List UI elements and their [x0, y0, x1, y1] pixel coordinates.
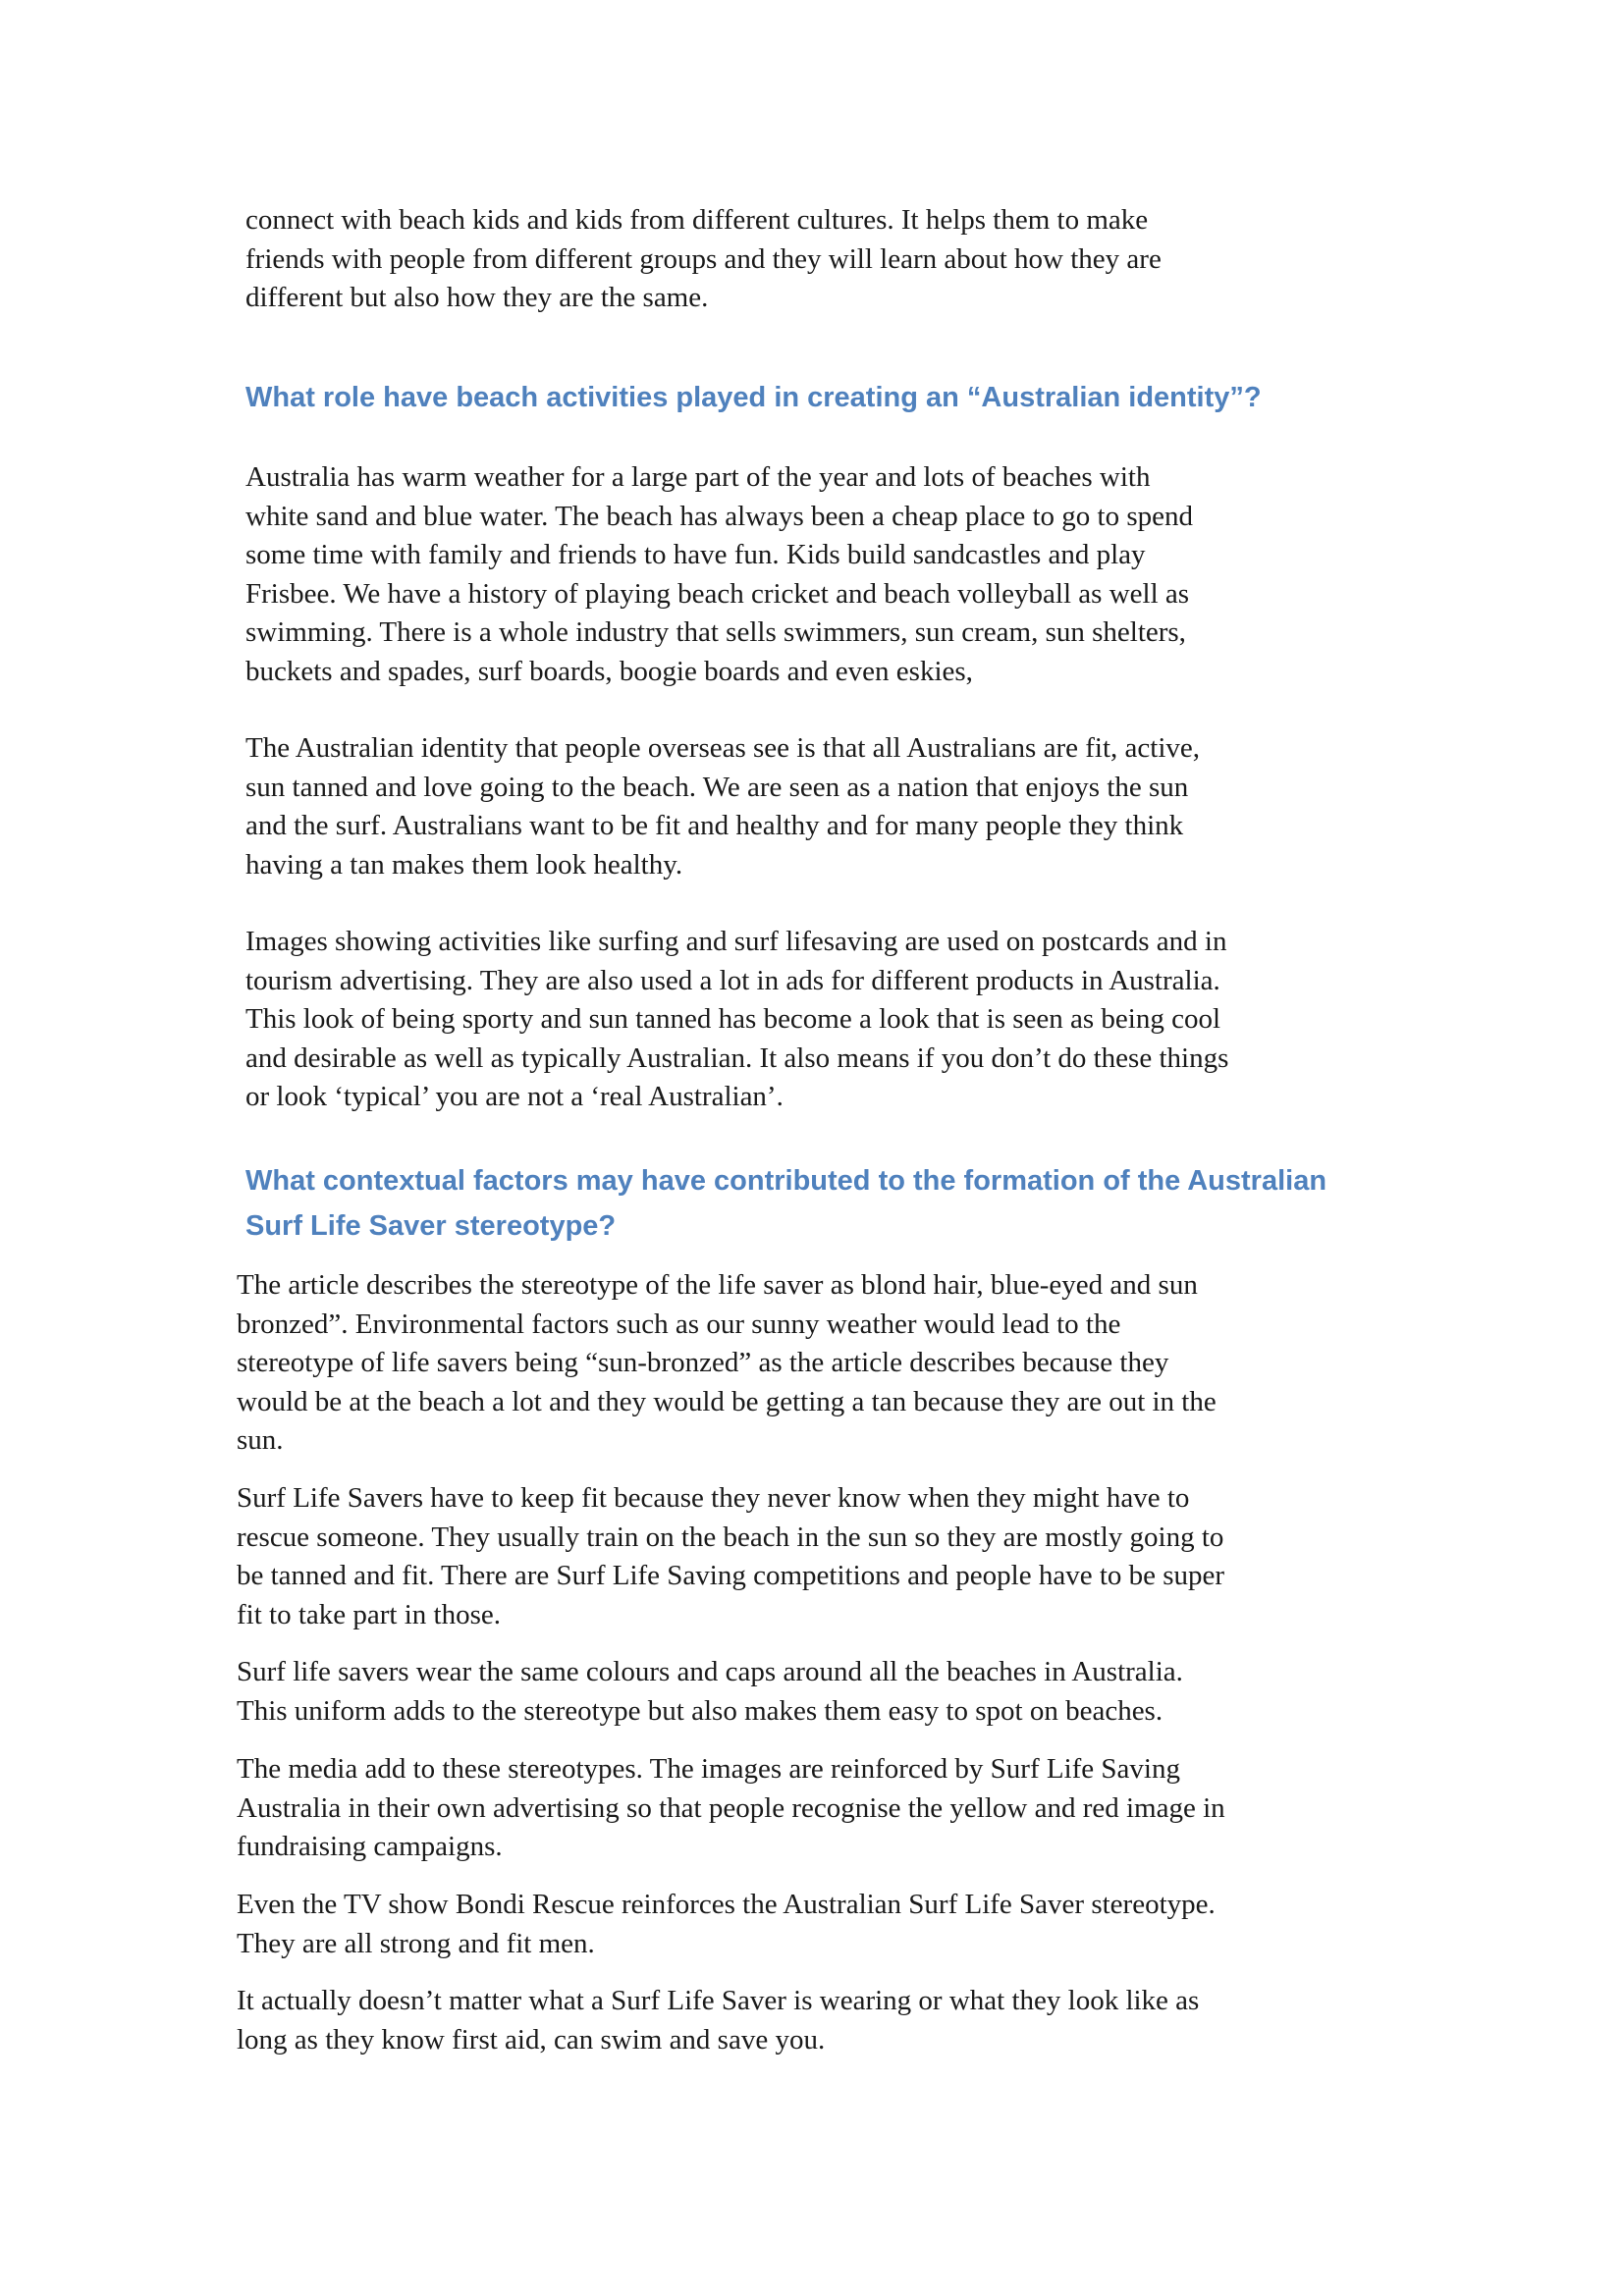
paragraph-keep-fit [237, 1479, 1224, 1634]
text-line: sun tanned and love going to the beach. We are seen as a nation that enjoys the sun [245, 771, 1189, 803]
paragraph-tv-show [237, 1886, 1216, 1963]
text-line: The Australian identity that people overseas see is that all Australians are fit, active, [245, 732, 1200, 764]
text-line: It actually doesn’t matter what a Surf Life Saver is wearing or what they look like as [237, 1985, 1200, 2016]
text-line: Images showing activities like surfing and surf lifesaving are used on postcards and in [245, 926, 1227, 957]
text-line: fit to take part in those. [237, 1598, 501, 1630]
text-line: The media add to these stereotypes. The images are reinforced by Surf Life Saving [237, 1753, 1180, 1785]
text-line: Australia in their own advertising so that people recognise the yellow and red image in [237, 1791, 1225, 1824]
paragraph-images-advertising [245, 923, 1228, 1117]
paragraph-intro-continuation [245, 201, 1162, 318]
text-line: This uniform adds to the stereotype but also makes them easy to spot on beaches. [237, 1694, 1163, 1727]
text-line: and desirable as well as typically Australian. It also means if you don’t do these things [245, 1041, 1229, 1074]
paragraph-article-stereotype [237, 1266, 1217, 1461]
text-line: Surf life savers wear the same colours and caps around all the beaches in Australia. [237, 1656, 1183, 1687]
heading-line: Surf Life Saver stereotype? [245, 1210, 617, 1242]
heading-line: What role have beach activities played in creating an “Australian identity”? [245, 382, 1262, 413]
text-line: Surf Life Savers have to keep fit because they never know when they might have to [237, 1482, 1190, 1514]
text-line: friends with people from different groups and they will learn about how they are [245, 242, 1162, 275]
paragraph-conclusion [237, 1982, 1199, 2059]
text-line: sun. [237, 1424, 284, 1456]
text-line: different but also how they are the same. [245, 282, 709, 313]
paragraph-uniform [237, 1653, 1183, 1731]
text-line: bronzed”. Environmental factors such as our sunny weather would lead to the [237, 1308, 1121, 1340]
heading-line: What contextual factors may have contributed to the formation of the Australian [245, 1165, 1327, 1197]
paragraph-identity-overseas [245, 729, 1200, 884]
text-line: connect with beach kids and kids from different cultures. It helps them to make [245, 204, 1149, 236]
text-line: Frisbee. We have a history of playing beach cricket and beach volleyball as well as [245, 577, 1190, 610]
text-line: long as they know first aid, can swim and save you. [237, 2023, 826, 2056]
text-line: some time with family and friends to have fun. Kids build sandcastles and play [245, 539, 1146, 570]
paragraph-media [237, 1750, 1225, 1867]
text-line: be tanned and fit. There are Surf Life Saving competitions and people have to be super [237, 1560, 1225, 1591]
text-line: would be at the beach a lot and they would be getting a tan because they are out in the [237, 1385, 1217, 1417]
paragraph-beach-weather [245, 458, 1193, 691]
text-line: stereotype of life savers being “sun-bronzed” as the article describes because they [237, 1347, 1169, 1378]
text-line: or look ‘typical’ you are not a ‘real Australian’. [245, 1081, 784, 1112]
text-line: swimming. There is a whole industry that sells swimmers, sun cream, sun shelters, [245, 616, 1186, 648]
text-line: tourism advertising. They are also used a lot in ads for different products in Australia. [245, 964, 1220, 996]
section-heading-beach-activities [245, 375, 1262, 420]
section-heading-contextual-factors [245, 1158, 1326, 1249]
text-line: Australia has warm weather for a large part of the year and lots of beaches with [245, 461, 1151, 493]
text-line: Even the TV show Bondi Rescue reinforces the Australian Surf Life Saver stereotype. [237, 1889, 1216, 1920]
text-line: rescue someone. They usually train on the beach in the sun so they are mostly going to [237, 1521, 1224, 1553]
text-line: The article describes the stereotype of the life saver as blond hair, blue-eyed and sun [237, 1269, 1198, 1301]
text-line: This look of being sporty and sun tanned has become a look that is seen as being cool [245, 1003, 1221, 1035]
text-line: having a tan makes them look healthy. [245, 848, 683, 881]
text-line: and the surf. Australians want to be fit and healthy and for many people they think [245, 810, 1184, 841]
text-line: fundraising campaigns. [237, 1831, 503, 1862]
text-line: They are all strong and fit men. [237, 1927, 595, 1959]
text-line: buckets and spades, surf boards, boogie boards and even eskies, [245, 655, 973, 687]
text-line: white sand and blue water. The beach has always been a cheap place to go to spend [245, 500, 1193, 532]
